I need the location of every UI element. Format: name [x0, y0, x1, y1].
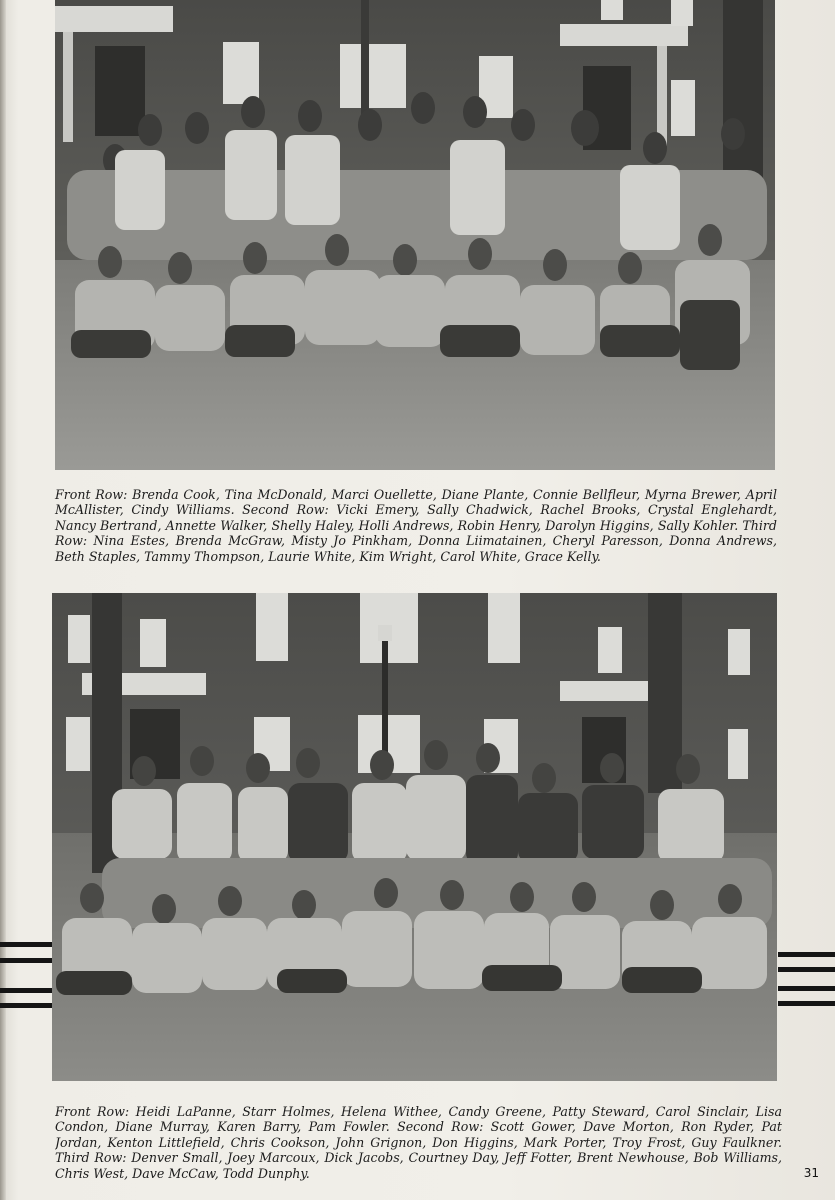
- margin-stripe-left: [0, 988, 52, 993]
- margin-stripe-right: [778, 952, 835, 957]
- page-spine-shadow: [0, 0, 6, 1200]
- group-photo-top-illustration: [55, 0, 775, 470]
- group-photo-bottom: [52, 593, 777, 1081]
- group-photo-bottom-illustration: [52, 593, 777, 1081]
- margin-stripe-right: [778, 1001, 835, 1006]
- caption-top-photo: Front Row: Brenda Cook, Tina McDonald, Marci Ouellette, Diane Plante, Connie Bellfleur, Myrna Brewer, April McAllister, Cindy Williams. Second Row: Vicki Emery, Sally Chadwick, Rachel Brooks, Crystal Englehardt, Nancy Bertrand, Annette Walker, Shelly Haley, Holli Andrews, Robin Henry, Darolyn Higgins, Sally Kohler. Third Row: Nina Estes, Brenda McGraw, Misty Jo Pinkham, Donna Liimatainen, Cheryl Paresson, Donna Andrews, Beth Staples, Tammy Thompson, Laurie White, Kim Wright, Carol White, Grace Kelly.: [55, 487, 777, 564]
- margin-stripe-right: [778, 986, 835, 991]
- margin-stripe-left: [0, 958, 52, 963]
- margin-stripe-right: [778, 967, 835, 972]
- margin-stripe-left: [0, 942, 52, 947]
- caption-bottom-photo: Front Row: Heidi LaPanne, Starr Holmes, Helena Withee, Candy Greene, Patty Steward, Carol Sinclair, Lisa Condon, Diane Murray, Karen Barry, Pam Fowler. Second Row: Scott Gower, Dave Morton, Ron Ryder, Pat Jordan, Kenton Littlefield, Chris Cookson, John Grignon, Don Higgins, Mark Porter, Troy Frost, Guy Faulkner. Third Row: Denver Small, Joey Marcoux, Dick Jacobs, Courtney Day, Jeff Fotter, Brent Newhouse, Bob Williams, Chris West, Dave McCaw, Todd Dunphy.: [55, 1104, 782, 1181]
- group-photo-top: [55, 0, 775, 470]
- margin-stripe-left: [0, 1003, 52, 1008]
- page-number: 31: [803, 1166, 819, 1180]
